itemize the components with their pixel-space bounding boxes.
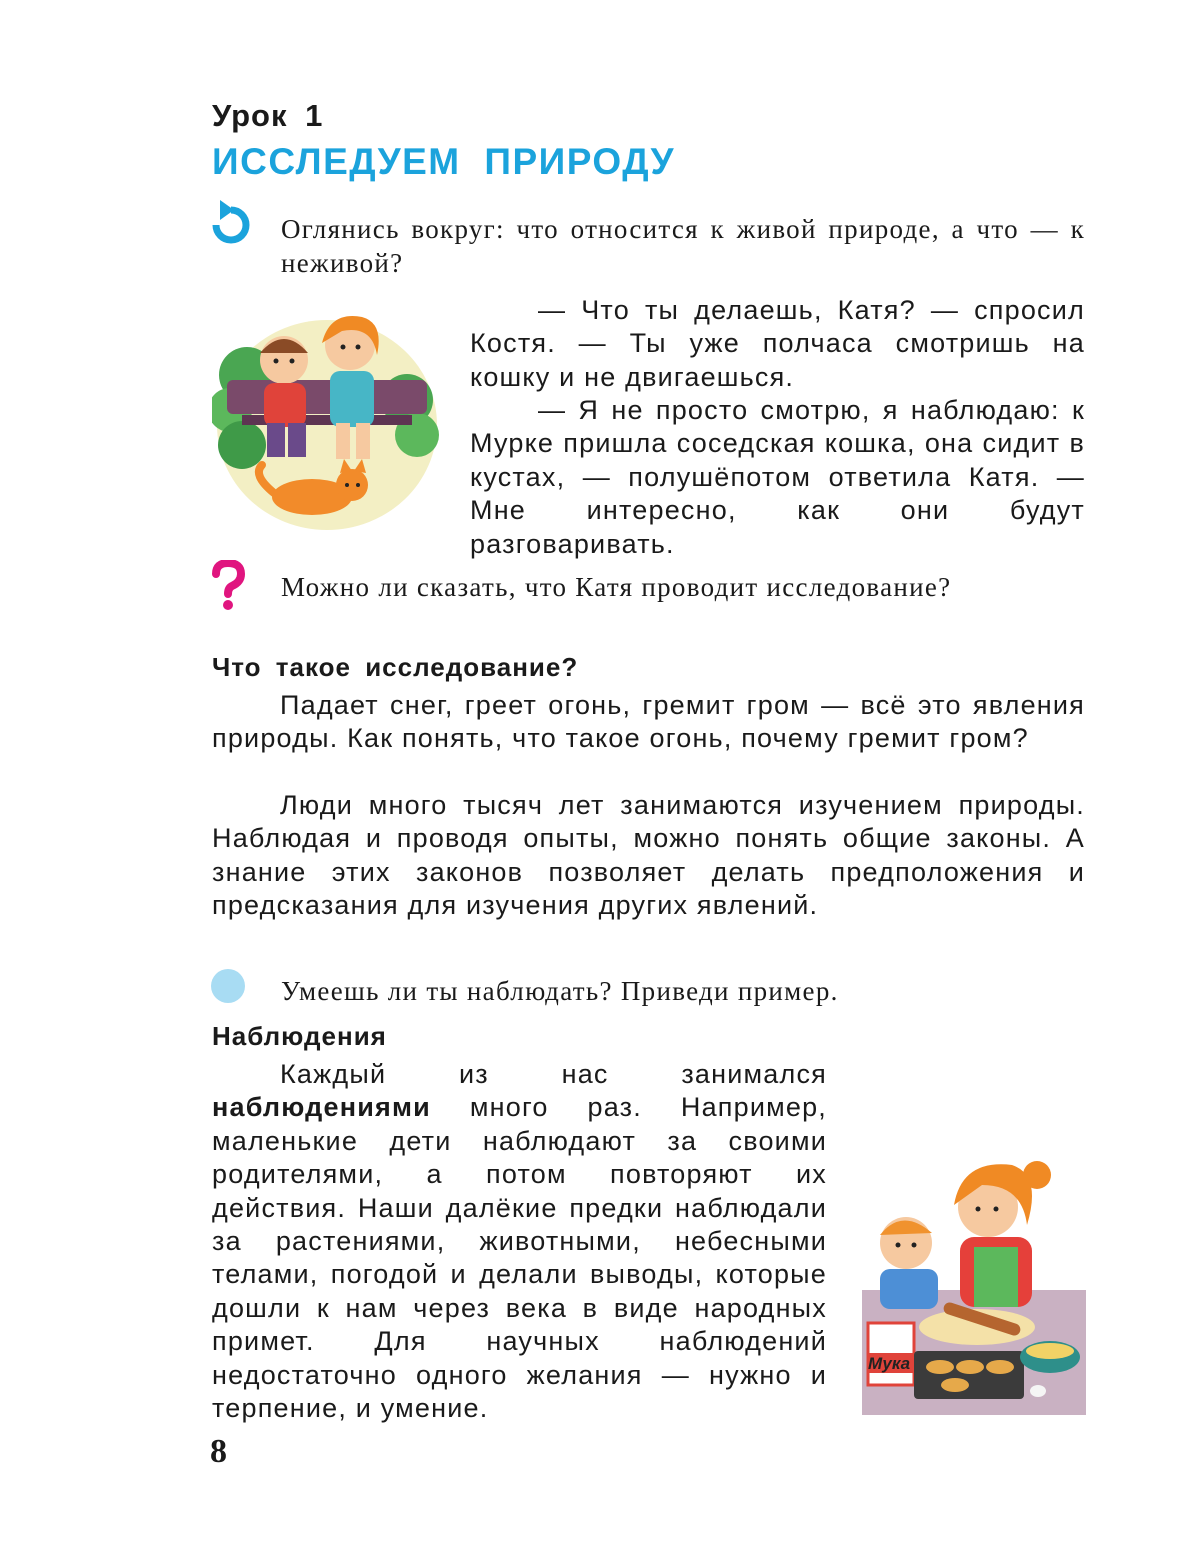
page-number: 8 xyxy=(210,1433,227,1470)
observations-paragraph-start xyxy=(212,1058,1085,1445)
section-observations-heading: Наблюдения xyxy=(212,1021,387,1051)
dialogue-paragraph-1: — Что ты делаешь, Катя? — спросил Костя. — Ты уже полчаса смотришь на кошку и не двигаешься. xyxy=(470,295,1085,392)
circular-arrow-icon xyxy=(210,198,252,246)
task-review-text: Оглянись вокруг: что относится к живой природе, а что — к неживой? xyxy=(281,214,1085,278)
lesson-label: Урок 1 xyxy=(212,98,324,133)
dialogue-paragraph-2: — Я не просто смотрю, я наблюдаю: к Мурке пришла соседская кошка, она сидит в кустах, — полушёпотом ответила Катя. — Мне интересно, как они будут разговаривать. xyxy=(470,395,1085,559)
blue-circle-icon xyxy=(210,968,246,1004)
research-paragraph-2: Люди много тысяч лет занимаются изучением природы. Наблюдая и проводя опыты, можно понять общие законы. А знание этих законов позволяет делать предположения и предсказания для изучения других явлений. xyxy=(212,790,1085,921)
section-research-heading: Что такое исследование? xyxy=(212,652,579,682)
question-mark-icon xyxy=(210,560,246,612)
flour-label: Мука xyxy=(868,1354,911,1373)
children-on-bench-with-cat-illustration xyxy=(212,305,444,535)
question-text: Можно ли сказать, что Катя проводит исследование? xyxy=(281,572,952,602)
task-circle-text: Умеешь ли ты наблюдать? Приведи пример. xyxy=(281,976,839,1006)
illustration-wrap-spacer xyxy=(827,1125,1085,1445)
research-paragraph-1: Падает снег, греет огонь, гремит гром — всё это явления природы. Как понять, что такое огонь, почему гремит гром? xyxy=(212,690,1085,754)
observations-term: наблюдениями xyxy=(212,1092,431,1123)
observations-rest: много раз. Например, маленькие дети наблюдают за своими родителями, а потом повторяют их действия. Наши далёкие предки наблюдали за растениями, животными, небесными телами, погодой и делали выводы, которые дошли к нам через века в виде народных примет. Для научных наблюдений недостаточно одного желания — нужно и терпение, и умение. xyxy=(212,1092,827,1424)
lesson-title: ИССЛЕДУЕМ ПРИРОДУ xyxy=(212,141,676,182)
observations-lead: Каждый из нас занимался xyxy=(280,1059,827,1089)
